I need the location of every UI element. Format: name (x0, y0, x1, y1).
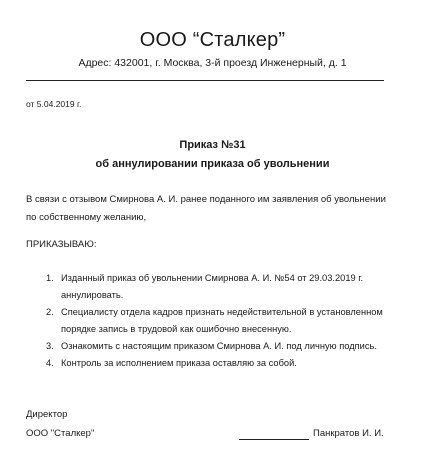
list-item-text: Ознакомить с настоящим приказом Смирнова А. И. под личную подпись. (61, 341, 377, 351)
order-items-list (26, 270, 391, 372)
signature-line (239, 439, 309, 440)
list-item-number: 2. (46, 307, 54, 317)
signer-name: Панкратов И. И. (313, 428, 384, 439)
list-item (26, 304, 391, 338)
list-item-text: Изданный приказ об увольнении Смирнова А. И. №54 от 29.03.2019 г. аннулировать. (61, 273, 364, 300)
header-divider (26, 80, 384, 81)
list-item-number: 3. (46, 341, 54, 351)
company-address: Адрес: 432001, г. Москва, 3-й проезд Инженерный, д. 1 (78, 57, 347, 69)
order-date: от 5.04.2019 г. (26, 99, 82, 109)
order-directive: ПРИКАЗЫВАЮ: (26, 239, 97, 250)
list-item-text: Специалисту отдела кадров признать недействительной в установленном порядке запись в трудовой как ошибочно внесенную. (61, 307, 383, 334)
list-item (26, 355, 391, 372)
signer-title: Директор (26, 409, 68, 420)
list-item-number: 4. (46, 358, 54, 368)
signer-organization: ООО "Сталкер" (26, 428, 95, 439)
list-item (26, 270, 391, 304)
company-name: ООО “Сталкер” (139, 29, 286, 51)
list-item-number: 1. (46, 273, 54, 283)
list-item (26, 338, 391, 355)
order-subject: об аннулировании приказа об увольнении (95, 158, 330, 170)
order-number: Приказ №31 (179, 139, 246, 151)
order-preamble: В связи с отзывом Смирнова А. И. ранее поданного им заявления об увольнении по собственному желанию, (26, 194, 386, 223)
list-item-text: Контроль за исполнением приказа оставляю за собой. (61, 358, 297, 368)
